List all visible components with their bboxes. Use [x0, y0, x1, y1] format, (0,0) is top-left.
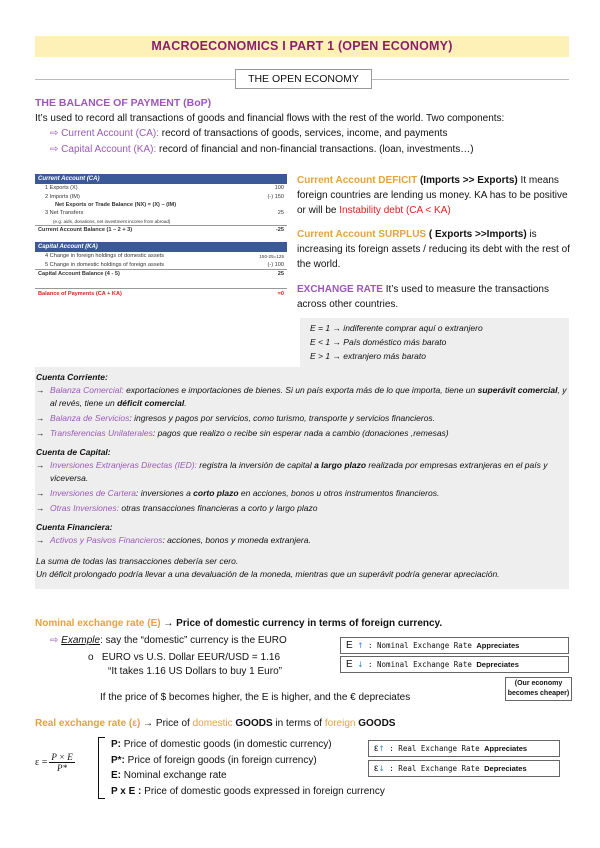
- arrow-icon: →: [36, 428, 45, 438]
- table-row: [35, 184, 287, 192]
- arrow-icon: ⇨: [50, 144, 59, 155]
- table-cell: 150-25=125: [259, 253, 284, 259]
- formula-numerator: P × E: [51, 752, 73, 762]
- exrate-text: [297, 282, 572, 312]
- real-label: Real exchange rate (ε): [35, 718, 141, 729]
- kc3-text: otras transacciones financieras a corto y largo plazo: [118, 503, 318, 513]
- deficit-warning: Instability debt (CA < KA): [339, 205, 451, 216]
- deficit-text: [297, 173, 572, 218]
- table-row: [35, 270, 287, 279]
- bullet-icon: o: [88, 652, 94, 663]
- definition-item: E: Nominal exchange rate: [111, 770, 227, 781]
- cc3-text: : pagos que realizo o recibe sin esperar nada a cambio (donaciones ,remesas): [152, 428, 449, 438]
- table-row: [35, 289, 287, 298]
- box-text: : Nominal Exchange Rate: [368, 660, 477, 669]
- ca-text: record of transactions of goods, services, income, and payments: [158, 128, 448, 139]
- table-cell: 5 Change in domestic holdings of foreign assets: [45, 261, 165, 268]
- bop-ka-item: [50, 142, 580, 157]
- cc2-label: Balanza de Servicios: [50, 413, 130, 423]
- table-row: [35, 209, 287, 217]
- definition-item: P*: Price of foreign goods (in foreign currency): [111, 754, 317, 766]
- box-bold: Appreciates: [476, 641, 520, 650]
- brace: [98, 737, 105, 799]
- exrate-line: E = 1 → indiferente comprar aquí o extranjero: [310, 323, 483, 333]
- table-cell: 2 Imports (IM): [45, 193, 80, 200]
- box-bold: Appreciates: [484, 744, 528, 753]
- arrow-icon: →: [36, 535, 45, 545]
- bullet-text: “It takes 1.16 US Dollars to buy 1 Euro”: [108, 666, 282, 677]
- cc1-text: exportaciones e importaciones de bienes. Si un país exporta más de lo que importa, tiene un: [123, 385, 478, 395]
- kc-title: Cuenta de Capital:: [36, 447, 111, 457]
- page-title: MACROECONOMICS I PART 1 (OPEN ECONOMY): [35, 36, 569, 57]
- box-text: : Real Exchange Rate: [384, 764, 485, 773]
- table-cell: (-) 100: [267, 261, 284, 268]
- table-cell: Balance of Payments (CA + KA): [35, 289, 241, 298]
- exrate-body: It’s used to measure the transactions across other countries.: [297, 284, 549, 310]
- foreign-word: foreign: [324, 718, 356, 729]
- exrate-label: EXCHANGE RATE: [297, 284, 383, 295]
- deficit-label: Current Account DEFICIT: [297, 175, 418, 186]
- example-label: Example: [61, 635, 101, 646]
- ka-label: Capital Account (KA):: [61, 144, 157, 155]
- summary-line: La suma de todas las transacciones debería ser cero.: [36, 556, 239, 566]
- real-text: → Price of: [140, 718, 193, 729]
- table-row: [35, 252, 287, 260]
- box-text: : Nominal Exchange Rate: [368, 641, 477, 650]
- up-arrow-icon: ↑: [378, 744, 385, 753]
- table-cell: -25: [241, 225, 287, 234]
- table-cell: 25: [241, 270, 287, 279]
- table-row: [35, 192, 287, 200]
- table-cell: 100: [274, 185, 284, 192]
- real-appreciates-box: ε↑ : Real Exchange Rate Appreciates: [368, 740, 560, 757]
- kc2-end: en acciones, bonos u otros instrumentos financieros.: [238, 488, 440, 498]
- kc1-end: realizada por empresas extranjeras en el país y viceversa.: [50, 460, 548, 483]
- cc1-end: .: [184, 398, 187, 408]
- box-bold: Depreciates: [484, 764, 527, 773]
- exrate-line: E < 1 → País doméstico más barato: [310, 337, 447, 347]
- ka-text: record of financial and non-financial transactions. (loan, investments…): [156, 144, 474, 155]
- up-arrow-icon: ↑: [357, 641, 364, 650]
- bop-table: [35, 174, 287, 298]
- arrow-icon: →: [36, 385, 45, 395]
- bop-ca-item: [50, 126, 580, 141]
- ka-table-header: Capital Account (KA): [35, 242, 287, 252]
- kc2-bold: corto plazo: [193, 488, 239, 498]
- example-text: : say the “domestic” currency is the EURO: [100, 635, 287, 646]
- down-arrow-icon: ↓: [357, 660, 364, 669]
- domestic-word: domestic: [192, 718, 233, 729]
- bop-heading: THE BALANCE OF PAYMENT (BoP): [35, 97, 212, 109]
- kc3-label: Otras Inversiones:: [50, 503, 119, 513]
- kc1-bold: a largo plazo: [314, 460, 367, 470]
- surplus-label: Current Account SURPLUS: [297, 229, 427, 240]
- deficit-paren: (Imports >> Exports): [417, 175, 518, 186]
- summary-line: Un déficit prolongado podría llevar a una devaluación de la moneda, mientras que un superávit podría generar apreciación.: [36, 569, 500, 579]
- kc2-text: : inversiones a: [136, 488, 194, 498]
- nominal-label: Nominal exchange rate (E): [35, 618, 161, 629]
- section-header: [35, 68, 569, 90]
- fc-title: Cuenta Financiera:: [36, 522, 113, 532]
- cc1-bold2: déficit comercial: [117, 398, 185, 408]
- table-cell: (e.g. aids, donations, net investment income from abroad): [53, 218, 171, 224]
- cc1-bold1: superávit comercial: [477, 385, 558, 395]
- spanish-notes: [35, 367, 569, 589]
- formula-denominator: P*: [57, 763, 68, 773]
- surplus-text: [297, 227, 572, 272]
- nominal-note: If the price of $ becomes higher, the E is higher, and the € depreciates: [100, 692, 411, 703]
- surplus-body: is increasing its foreign assets / reducing its debt with the rest of the world.: [297, 229, 570, 270]
- arrow-icon: ⇨: [50, 128, 59, 139]
- table-row: [35, 261, 287, 270]
- bullet-text: EURO vs U.S. Dollar EEUR/USD = 1.16: [101, 652, 281, 663]
- goods-word: GOODS: [355, 718, 396, 729]
- ca-label: Current Account (CA):: [61, 128, 159, 139]
- table-cell: Net Exports or Trade Balance (NX) = (X) – (IM): [55, 201, 177, 208]
- cc2-text: : ingresos y pagos por servicios, como turismo, transporte y servicios financieros.: [129, 413, 436, 423]
- cc1-label: Balanza Comercial:: [50, 385, 124, 395]
- nominal-depreciates-box: E ↓ : Nominal Exchange Rate Depreciates: [340, 656, 569, 673]
- nominal-note-box: (Our economy becomes cheaper): [505, 677, 572, 701]
- section-title: THE OPEN ECONOMY: [235, 69, 372, 89]
- box-bold: Depreciates: [476, 660, 519, 669]
- exrate-line: E > 1 → extranjero más barato: [310, 351, 426, 361]
- real-formula: [35, 752, 75, 773]
- real-depreciates-box: ε↓ : Real Exchange Rate Depreciates: [368, 760, 560, 777]
- formula-epsilon: ε =: [35, 757, 48, 768]
- table-cell: [241, 201, 287, 209]
- arrow-icon: ⇨: [50, 635, 59, 646]
- arrow-icon: →: [36, 460, 45, 470]
- nominal-text: → Price of domestic currency in terms of foreign currency.: [160, 618, 443, 629]
- table-row: [35, 225, 287, 234]
- box-text: : Real Exchange Rate: [384, 744, 485, 753]
- surplus-paren: ( Exports >>Imports): [426, 229, 527, 240]
- definition-item: P x E : Price of domestic goods expressed in foreign currency: [111, 785, 385, 797]
- nominal-bullet: [88, 650, 348, 665]
- table-cell: 1 Exports (X): [45, 185, 78, 192]
- table-cell: 25: [277, 210, 284, 217]
- table-row: [35, 201, 287, 209]
- table-cell: Capital Account Balance (4 - 5): [35, 270, 241, 279]
- kc1-text: registra la inversión de capital: [196, 460, 315, 470]
- arrow-icon: →: [36, 413, 45, 423]
- down-arrow-icon: ↓: [378, 764, 385, 773]
- table-cell: =0: [241, 289, 287, 298]
- exrate-box: [300, 318, 569, 368]
- nominal-appreciates-box: E ↑ : Nominal Exchange Rate Appreciates: [340, 637, 569, 654]
- goods-word: GOODS: [232, 718, 273, 729]
- nominal-heading: [35, 616, 575, 631]
- kc1-label: Inversiones Extranjeras Directas (IED):: [50, 460, 197, 470]
- table-cell: [241, 218, 287, 226]
- nominal-example: [50, 633, 350, 648]
- fc1-text: : acciones, bonos y moneda extranjera.: [162, 535, 311, 545]
- table-row: [35, 218, 287, 226]
- definition-item: P: Price of domestic goods (in domestic currency): [111, 739, 332, 750]
- real-text: in terms of: [272, 718, 325, 729]
- real-heading: [35, 716, 575, 731]
- fc1-label: Activos y Pasivos Financieros: [50, 535, 163, 545]
- cc1-mid: , y al revés, tiene un: [50, 385, 567, 408]
- cc-title: Cuenta Corriente:: [36, 372, 108, 382]
- deficit-body: It means foreign countries are lending us money. KA has to be positive or will be: [297, 175, 568, 216]
- kc2-label: Inversiones de Cartera: [50, 488, 136, 498]
- bop-intro: It’s used to record all transactions of goods and financial flows with the rest of the world. Two components:: [35, 113, 505, 124]
- table-cell: 3 Net Transfers: [45, 210, 84, 217]
- table-cell: 4 Change in foreign holdings of domestic assets: [45, 253, 165, 260]
- table-cell: Current Account Balance (1 – 2 + 3): [35, 225, 241, 234]
- arrow-icon: →: [36, 503, 45, 513]
- ca-table-header: Current Account (CA): [35, 174, 287, 184]
- arrow-icon: →: [36, 488, 45, 498]
- cc3-label: Transferencias Unilaterales: [50, 428, 153, 438]
- table-cell: (-) 150: [267, 193, 284, 200]
